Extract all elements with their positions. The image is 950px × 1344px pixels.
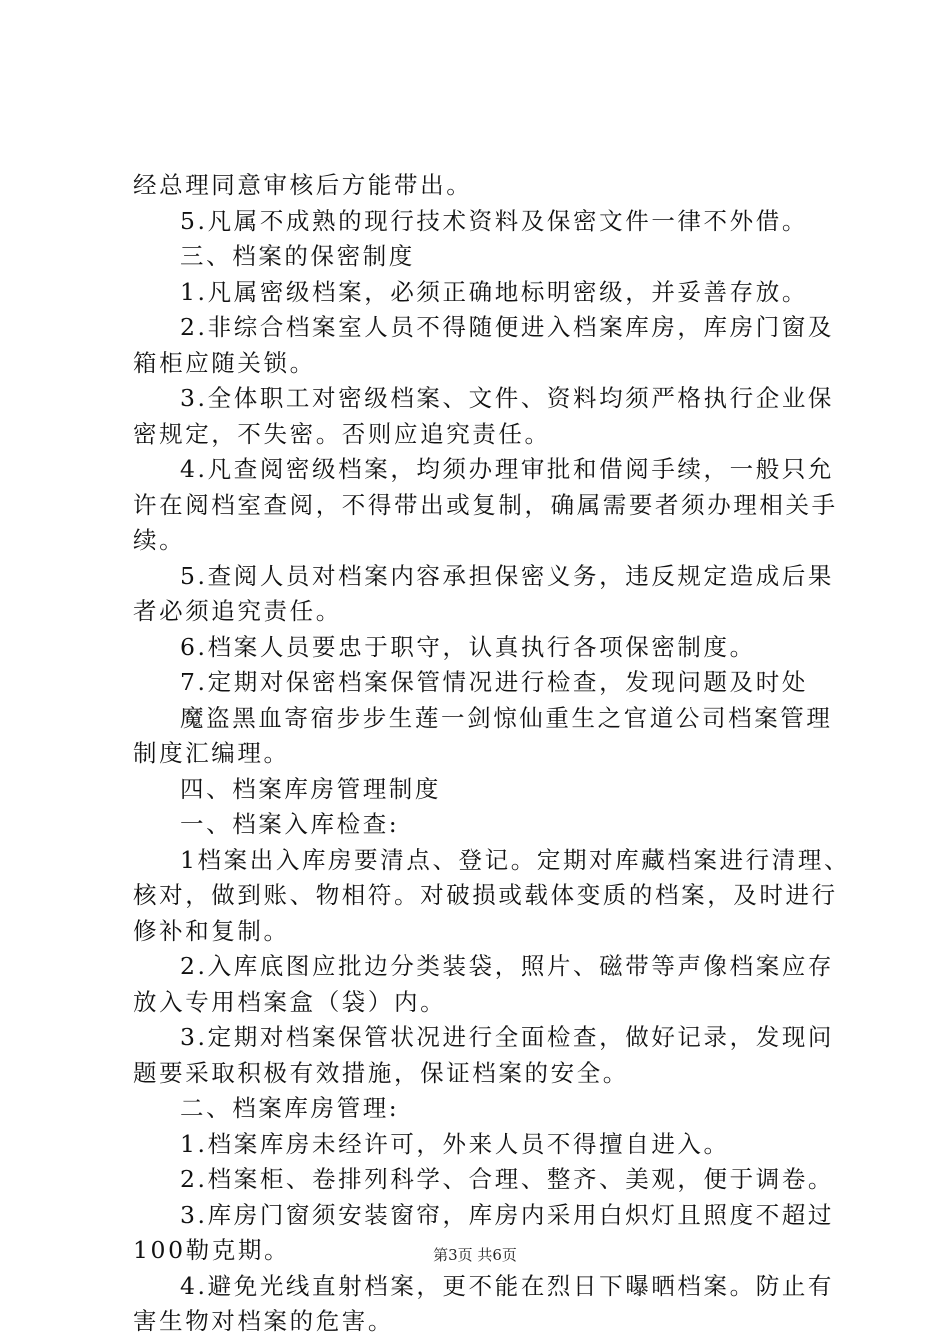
text-line: 1.凡属密级档案，必须正确地标明密级，并妥善存放。 bbox=[180, 277, 808, 306]
text-line: 箱柜应随关锁。 bbox=[133, 348, 316, 377]
text-line: 者必须追究责任。 bbox=[133, 597, 342, 625]
text-line: 3.全体职工对密级档案、文件、资料均须严格执行企业保 bbox=[180, 384, 835, 412]
text-line: 1档案出入库房要清点、登记。定期对库藏档案进行清理、 bbox=[180, 845, 851, 874]
text-line: 2.档案柜、卷排列科学、合理、整齐、美观，便于调卷。 bbox=[180, 1165, 835, 1193]
text-line: 魔盗黑血寄宿步步生莲一剑惊仙重生之官道公司档案管理 bbox=[180, 703, 833, 732]
text-line: 4.凡查阅密级档案，均须办理审批和借阅手续，一般只允 bbox=[180, 455, 835, 483]
text-line: 核对，做到账、物相符。对破损或载体变质的档案，及时进行 bbox=[133, 881, 838, 909]
document-body bbox=[133, 168, 851, 1340]
text-line: 5.凡属不成熟的现行技术资料及保密文件一律不外借。 bbox=[180, 206, 808, 235]
text-line: 一、档案入库检查: bbox=[180, 810, 400, 838]
page-footer: 第3页 共6页 bbox=[433, 1246, 517, 1264]
text-line: 100勒克期。 bbox=[133, 1236, 291, 1264]
text-line: 5.查阅人员对档案内容承担保密义务，违反规定造成后果 bbox=[180, 561, 835, 590]
text-line: 2.非综合档案室人员不得随便进入档案库房，库房门窗及 bbox=[180, 313, 835, 341]
text-line: 7.定期对保密档案保管情况进行检查，发现问题及时处 bbox=[180, 668, 808, 696]
text-line: 经总理同意审核后方能带出。 bbox=[133, 171, 473, 199]
text-line: 二、档案库房管理: bbox=[180, 1094, 400, 1122]
text-line: 制度汇编理。 bbox=[133, 739, 290, 767]
text-line: 三、档案的保密制度 bbox=[180, 242, 415, 270]
text-line: 放入专用档案盒（袋）内。 bbox=[133, 987, 447, 1016]
text-line: 密规定，不失密。否则应追究责任。 bbox=[133, 419, 551, 448]
text-line: 修补和复制。 bbox=[133, 916, 290, 945]
text-line: 许在阅档室查阅，不得带出或复制，确属需要者须办理相关手 bbox=[133, 490, 838, 519]
text-line: 3.库房门窗须安装窗帘，库房内采用白炽灯且照度不超过 bbox=[180, 1200, 835, 1229]
text-line: 2.入库底图应批边分类装袋，照片、磁带等声像档案应存 bbox=[180, 952, 835, 980]
text-line: 6.档案人员要忠于职守，认真执行各项保密制度。 bbox=[180, 632, 756, 661]
text-line: 4.避免光线直射档案，更不能在烈日下曝晒档案。防止有 bbox=[180, 1271, 835, 1300]
text-line: 1.档案库房未经许可，外来人员不得擅自进入。 bbox=[180, 1129, 730, 1158]
text-line: 续。 bbox=[133, 526, 186, 554]
text-line: 3.定期对档案保管状况进行全面检查，做好记录，发现问 bbox=[180, 1023, 835, 1051]
text-line: 题要采取积极有效措施，保证档案的安全。 bbox=[133, 1058, 629, 1087]
text-line: 害生物对档案的危害。 bbox=[133, 1307, 394, 1335]
text-line: 四、档案库房管理制度 bbox=[180, 774, 441, 803]
